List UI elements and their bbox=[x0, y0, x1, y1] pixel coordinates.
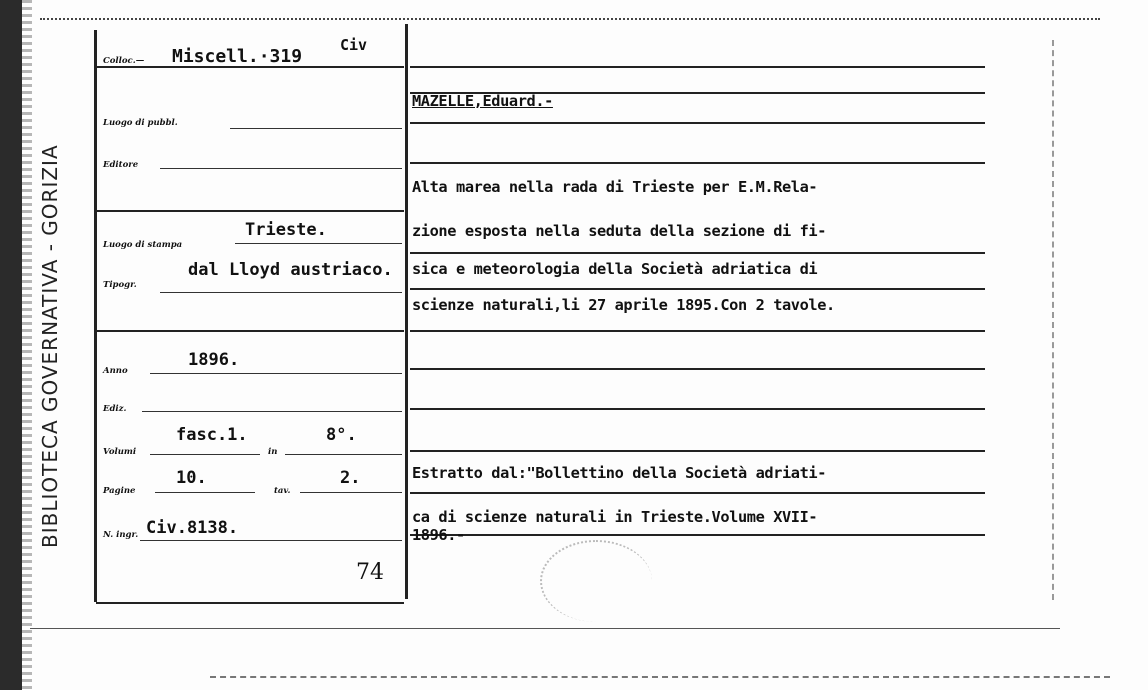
rule bbox=[410, 450, 985, 452]
entry-line-5: Estratto dal:"Bollettino della Società adriati- bbox=[412, 464, 827, 482]
label-edizione: Ediz. bbox=[103, 404, 127, 414]
card-bottom-edge bbox=[30, 628, 1060, 629]
value-collocazione-suffix: Civ bbox=[340, 36, 368, 54]
label-editore: Editore bbox=[103, 160, 139, 170]
value-formato: 8°. bbox=[326, 425, 357, 445]
card-left-edge bbox=[0, 0, 22, 690]
rule bbox=[410, 408, 985, 410]
rule bbox=[410, 330, 985, 332]
rule bbox=[410, 534, 985, 536]
label-n-inventario: N. ingr. bbox=[103, 530, 139, 540]
entry-author: MAZELLE,Eduard.- bbox=[412, 92, 553, 110]
library-title: BIBLIOTECA GOVERNATIVA - GORIZIA bbox=[38, 144, 62, 548]
card-right-edge bbox=[1052, 40, 1054, 600]
card-top-edge bbox=[40, 0, 1100, 20]
field-line bbox=[160, 292, 402, 293]
label-luogo-pubbl: Luogo di pubbl. bbox=[103, 118, 178, 128]
label-tavole: tav. bbox=[274, 486, 291, 496]
card-left-edge-texture bbox=[22, 0, 32, 690]
rule bbox=[410, 162, 985, 164]
value-luogo-stampa: Trieste. bbox=[245, 220, 327, 240]
value-pagine: 10. bbox=[176, 468, 207, 488]
handwritten-number: 74 bbox=[356, 560, 384, 585]
value-n-inventario: Civ.8138. bbox=[146, 518, 239, 538]
rule bbox=[96, 602, 404, 604]
label-in: in bbox=[268, 447, 278, 457]
field-line bbox=[285, 454, 402, 455]
field-line bbox=[142, 411, 402, 412]
rule bbox=[410, 492, 985, 494]
value-tipografo: dal Lloyd austriaco. bbox=[188, 260, 393, 280]
entry-line-1: Alta marea nella rada di Trieste per E.M.Rela- bbox=[412, 178, 818, 196]
entry-line-3: sica e meteorologia della Società adriatica di bbox=[412, 260, 818, 278]
rule bbox=[410, 288, 985, 290]
entry-line-2: zione esposta nella seduta della sezione di fi- bbox=[412, 222, 827, 240]
value-anno: 1896. bbox=[188, 350, 240, 370]
value-volumi: fasc.1. bbox=[176, 425, 248, 445]
entry-line-4: scienze naturali,li 27 aprile 1895.Con 2 tavole. bbox=[412, 296, 835, 314]
label-luogo-stampa: Luogo di stampa bbox=[103, 240, 183, 250]
rule bbox=[96, 210, 404, 212]
field-line bbox=[235, 243, 402, 244]
label-tipografo: Tipogr. bbox=[103, 280, 137, 290]
center-rule bbox=[405, 24, 408, 599]
field-line bbox=[140, 540, 402, 541]
rule bbox=[96, 330, 404, 332]
rule bbox=[410, 66, 985, 68]
label-pagine: Pagine bbox=[103, 486, 136, 496]
field-line bbox=[155, 492, 255, 493]
left-rule bbox=[94, 30, 97, 602]
value-collocazione: Miscell.·319 bbox=[172, 46, 303, 67]
entry-line-7: 1896.- bbox=[412, 526, 465, 544]
field-line bbox=[150, 373, 402, 374]
label-collocazione: Colloc.— bbox=[103, 56, 145, 66]
faded-stamp-mark bbox=[540, 540, 652, 622]
field-line bbox=[160, 168, 402, 169]
rule bbox=[410, 122, 985, 124]
label-anno: Anno bbox=[103, 366, 128, 376]
field-line bbox=[150, 454, 260, 455]
rule bbox=[410, 368, 985, 370]
label-volumi: Volumi bbox=[103, 447, 137, 457]
field-line bbox=[300, 492, 402, 493]
field-line bbox=[230, 128, 402, 129]
rule bbox=[410, 252, 985, 254]
entry-line-6: ca di scienze naturali in Trieste.Volume XVII- bbox=[412, 508, 818, 526]
value-tavole: 2. bbox=[340, 468, 361, 488]
card-shadow-edge bbox=[210, 676, 1110, 678]
